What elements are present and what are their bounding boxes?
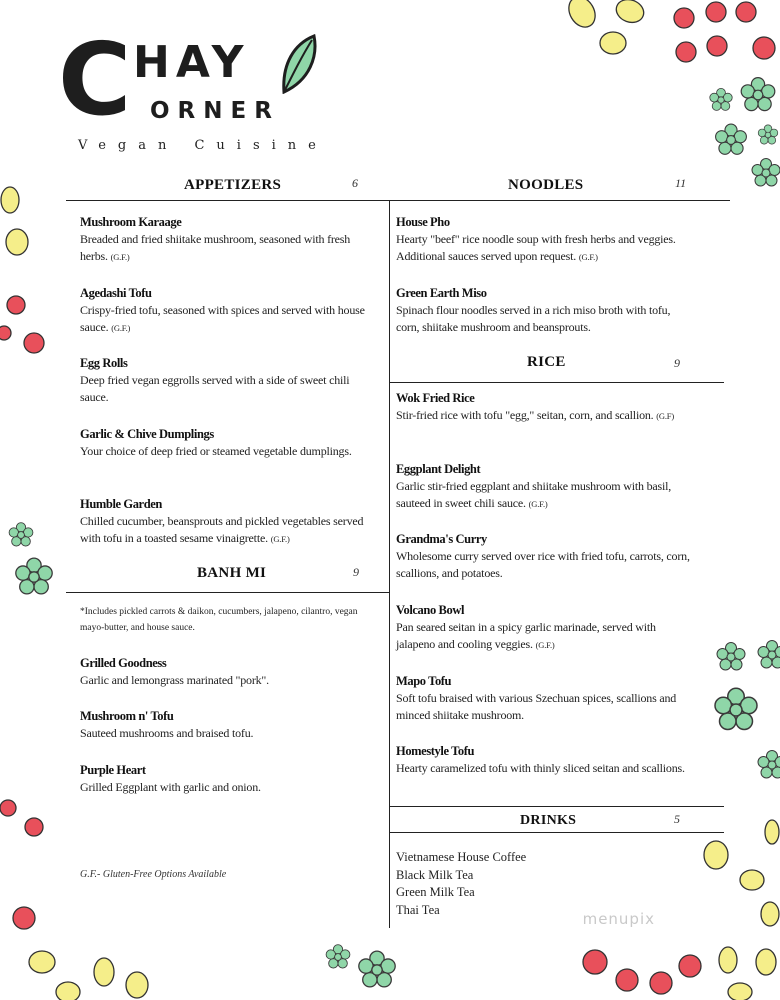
item-name: Purple Heart	[80, 763, 146, 777]
item-description: Spinach flour noodles served in a rich miso broth with tofu, corn, shiitake mushroom and beansprouts.	[396, 303, 671, 334]
item-name: Green Earth Miso	[396, 286, 487, 300]
menu-item	[80, 496, 380, 548]
item-name: Grilled Goodness	[80, 656, 167, 670]
menu-item	[80, 762, 380, 796]
menu-item	[396, 461, 696, 513]
item-description: Garlic and lemongrass marinated "pork".	[80, 673, 269, 687]
drink-item: Black Milk Tea	[396, 867, 474, 882]
item-description: Crispy-fried tofu, seasoned with spices and served with house sauce.	[80, 303, 365, 334]
divider-top-right	[390, 200, 730, 201]
gf-tag: (G.F.)	[528, 499, 548, 509]
item-description: Deep fried vegan eggrolls served with a side of sweet chili sauce.	[80, 373, 350, 404]
divider-vertical	[389, 200, 390, 928]
item-description: Sauteed mushrooms and braised tofu.	[80, 726, 254, 740]
item-description: Grilled Eggplant with garlic and onion.	[80, 780, 261, 794]
item-name: Mapo Tofu	[396, 674, 452, 688]
banhmi-price: 9	[353, 565, 359, 579]
item-name: Mushroom n' Tofu	[80, 709, 174, 723]
gf-tag: (G.F.)	[270, 534, 290, 544]
drink-item: Green Milk Tea	[396, 885, 475, 899]
tagline: Vegan Cuisine	[78, 138, 328, 153]
noodles-price: 11	[675, 176, 687, 190]
appetizers-price: 6	[352, 176, 358, 190]
rice-heading: RICE	[527, 354, 566, 370]
menu-item	[396, 531, 696, 582]
menu-item	[396, 390, 696, 425]
item-description: Your choice of deep fried or steamed vegetable dumplings.	[80, 444, 352, 458]
drinks-price: 5	[674, 812, 680, 826]
menu-item	[80, 355, 380, 406]
item-name: Grandma's Curry	[396, 532, 487, 546]
logo-hay: HAY	[133, 37, 250, 88]
item-description: Hearty caramelized tofu with thinly sliced seitan and scallions.	[396, 761, 685, 775]
item-name: Egg Rolls	[80, 356, 128, 370]
item-description: Breaded and fried shiitake mushroom, seasoned with fresh herbs.	[80, 232, 351, 263]
logo-letter-c: C	[58, 21, 130, 138]
drink-item: Thai Tea	[396, 902, 440, 917]
gf-tag: (G.F.)	[111, 323, 131, 333]
gf-tag: (G.F)	[656, 411, 674, 421]
menu-item	[396, 673, 696, 724]
menu-item	[80, 426, 380, 460]
menu-item	[396, 285, 696, 336]
divider-drinks-top	[390, 806, 724, 807]
item-description: Hearty "beef" rice noodle soup with fresh herbs and veggies. Additional sauces served upon request.	[396, 232, 676, 263]
item-name: Wok Fried Rice	[396, 391, 475, 405]
drinks-heading: DRINKS	[520, 813, 577, 828]
gluten-free-note: G.F.- Gluten-Free Options Available	[80, 869, 227, 880]
item-description: Chilled cucumber, beansprouts and pickled vegetables served with tofu in a toasted sesame vinaigrette.	[80, 514, 364, 545]
item-name: House Pho	[396, 215, 450, 229]
drinks-list	[396, 849, 526, 919]
divider-top-left	[66, 200, 390, 201]
item-name: Mushroom Karaage	[80, 215, 182, 229]
gf-tag: (G.F.)	[110, 252, 130, 262]
noodles-heading: NOODLES	[508, 177, 584, 193]
banhmi-note: *Includes pickled carrots & daikon, cucumbers, jalapeno, cilantro, vegan mayo-butter, and house sauce.	[80, 607, 358, 633]
menu-item	[396, 602, 696, 654]
banhmi-heading: BANH MI	[197, 565, 267, 581]
item-name: Eggplant Delight	[396, 462, 481, 476]
item-name: Agedashi Tofu	[80, 286, 152, 300]
item-name: Volcano Bowl	[396, 603, 465, 617]
menu-item	[80, 285, 380, 337]
menu-item	[396, 743, 696, 777]
menu-item	[80, 708, 380, 742]
item-name: Garlic & Chive Dumplings	[80, 427, 214, 441]
item-description: Wholesome curry served over rice with fried tofu, carrots, corn, scallions, and potatoes.	[396, 549, 690, 580]
item-name: Humble Garden	[80, 497, 162, 511]
divider-rice	[390, 382, 724, 383]
logo-orner: ORNER	[150, 98, 280, 124]
item-description: Soft tofu braised with various Szechuan spices, scallions and minced shiitake mushroom.	[396, 691, 677, 722]
drink-item: Vietnamese House Coffee	[396, 850, 527, 864]
divider-banhmi	[66, 592, 390, 593]
watermark: menupix	[582, 910, 655, 928]
item-description: Stir-fried rice with tofu "egg," seitan, corn, and scallion.	[396, 408, 654, 422]
leaf-icon	[276, 34, 318, 94]
menu-item	[80, 655, 380, 689]
gf-tag: (G.F.)	[578, 252, 598, 262]
rice-price: 9	[674, 356, 680, 370]
appetizers-heading: APPETIZERS	[184, 177, 282, 193]
item-description: Pan seared seitan in a spicy garlic marinade, served with jalapeno and cooling veggies.	[396, 620, 656, 651]
menu-item	[396, 214, 696, 266]
menu-item	[80, 214, 380, 266]
item-name: Homestyle Tofu	[396, 744, 475, 758]
gf-tag: (G.F.)	[535, 640, 555, 650]
divider-drinks-bottom	[390, 832, 724, 833]
item-description: Garlic stir-fried eggplant and shiitake mushroom with basil, sauteed in sweet chili sauce.	[396, 479, 672, 510]
